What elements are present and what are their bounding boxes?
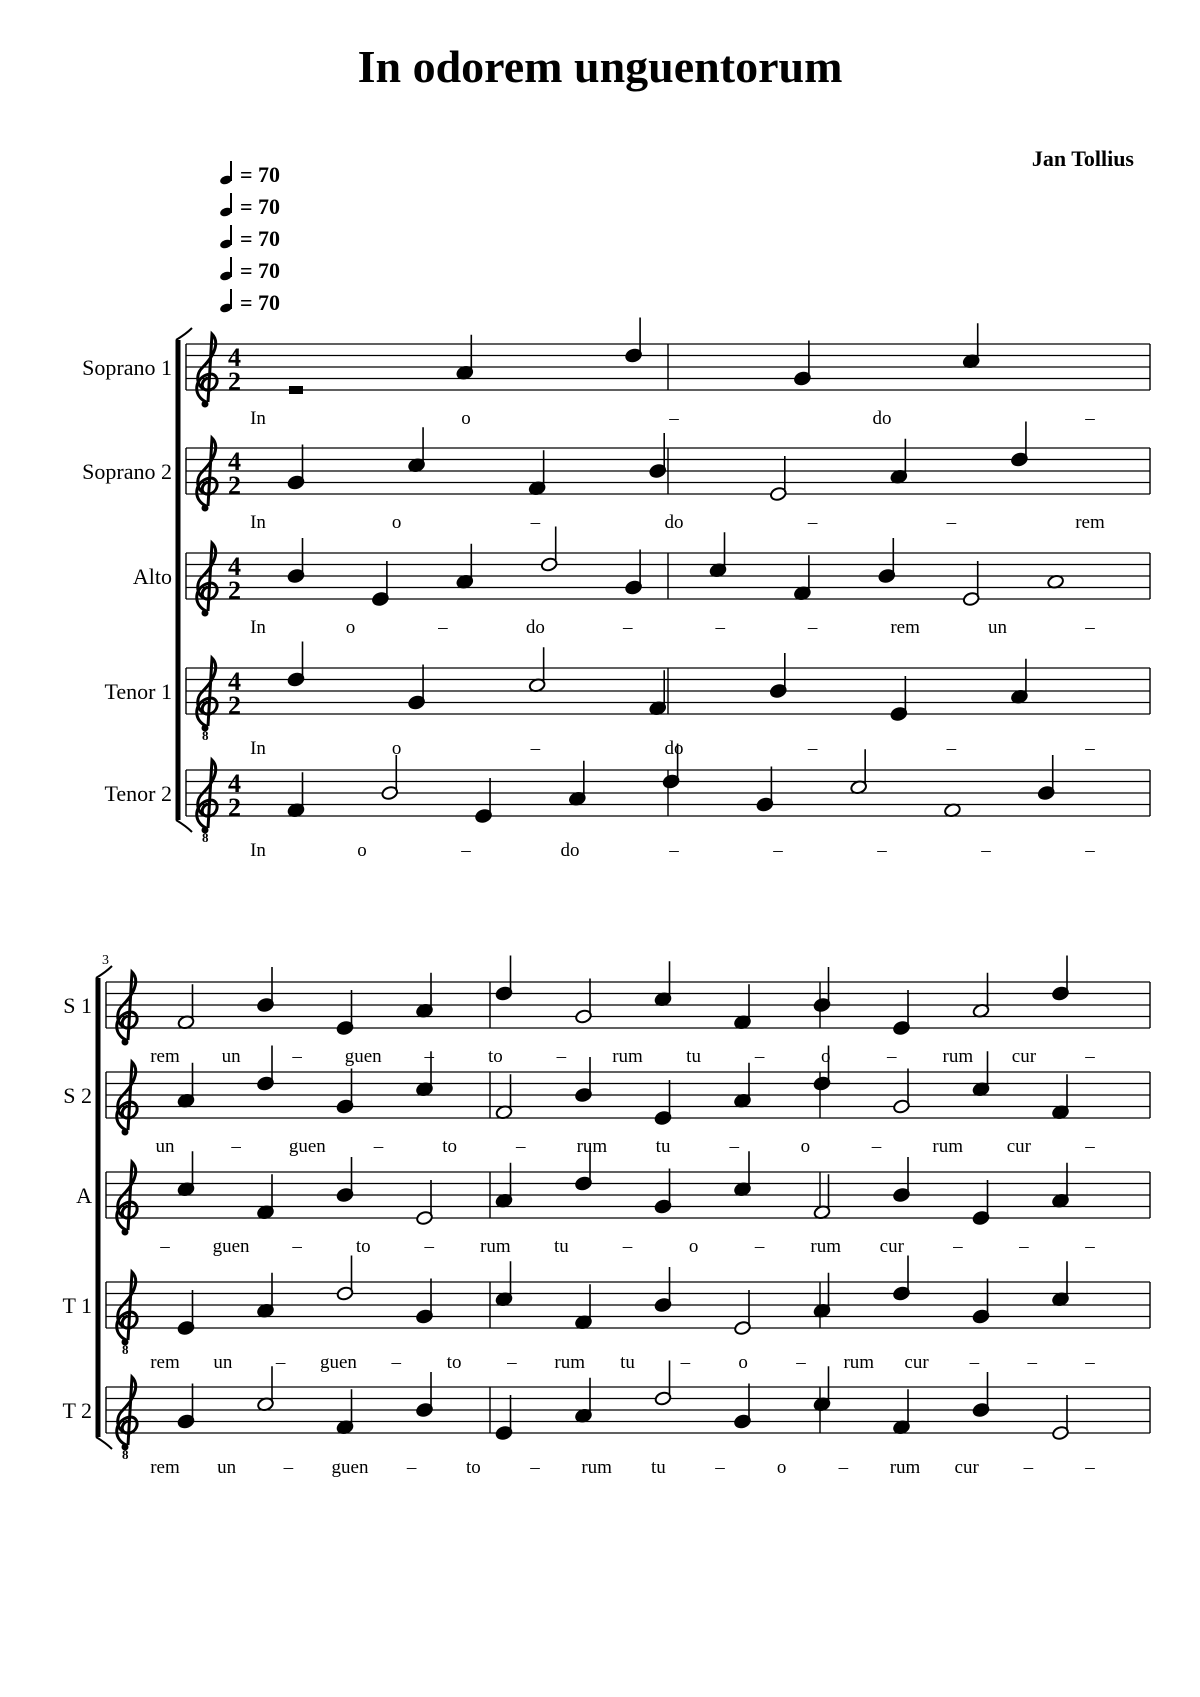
time-signature-denominator: 2 bbox=[228, 471, 241, 500]
system-2 bbox=[62, 953, 1150, 1478]
time-signature-denominator: 2 bbox=[228, 367, 241, 396]
lyric-syllable: un bbox=[988, 617, 1008, 638]
lyric-syllable: – bbox=[715, 1457, 725, 1478]
lyric-syllable: – bbox=[424, 1046, 435, 1067]
lyric-syllable: rum bbox=[554, 1352, 585, 1373]
lyric-syllable: – bbox=[530, 738, 541, 759]
lyric-syllable: o bbox=[820, 1046, 831, 1067]
lyric-syllable: cur bbox=[879, 1236, 904, 1257]
lyric-syllable: guen bbox=[212, 1236, 250, 1257]
lyric-syllable: rem bbox=[890, 617, 920, 638]
octave-eight-mark: 8 bbox=[202, 830, 209, 845]
lyric-syllable: – bbox=[1027, 1352, 1037, 1373]
treble-clef-icon bbox=[202, 610, 209, 617]
octave-eight-mark: 8 bbox=[122, 1342, 129, 1357]
lyric-syllable: – bbox=[838, 1457, 849, 1478]
staff-1-3 bbox=[133, 527, 1150, 639]
tempo-mark: = 70 bbox=[220, 162, 280, 186]
staff-label: Alto bbox=[132, 564, 172, 589]
lyric-syllable: – bbox=[391, 1352, 401, 1373]
lyric-syllable: In bbox=[250, 408, 266, 429]
staff-label: Tenor 2 bbox=[104, 781, 172, 806]
lyric-syllable: – bbox=[669, 408, 679, 429]
measure-number: 3 bbox=[102, 953, 109, 968]
lyric-syllable: tu bbox=[655, 1136, 671, 1157]
lyric-syllable: un bbox=[217, 1457, 237, 1478]
treble-clef-icon bbox=[202, 401, 209, 408]
lyric-syllable: un bbox=[213, 1352, 233, 1373]
lyric-syllable: – bbox=[275, 1352, 286, 1373]
lyric-syllable: cur bbox=[1006, 1136, 1031, 1157]
staff-1-2 bbox=[82, 422, 1150, 534]
lyric-syllable: In bbox=[250, 512, 266, 533]
lyric-syllable: rem bbox=[150, 1352, 180, 1373]
lyric-syllable: – bbox=[556, 1046, 567, 1067]
lyric-syllable: rum bbox=[581, 1457, 612, 1478]
lyric-syllable: – bbox=[877, 840, 887, 861]
treble-clef-icon bbox=[122, 1039, 129, 1046]
lyric-syllable: – bbox=[887, 1046, 897, 1067]
lyric-syllable: rum bbox=[932, 1136, 963, 1157]
lyric-syllable: – bbox=[969, 1352, 980, 1373]
system-bracket-hook bbox=[96, 1437, 112, 1449]
lyric-syllable: to bbox=[465, 1457, 481, 1478]
lyric-syllable: cur bbox=[1011, 1046, 1037, 1067]
lyric-syllable: – bbox=[516, 1136, 526, 1157]
lyric-syllable: – bbox=[406, 1457, 417, 1478]
lyric-syllable: to bbox=[446, 1352, 462, 1373]
lyric-syllable: In bbox=[250, 840, 266, 861]
lyric-syllable: – bbox=[424, 1236, 435, 1257]
treble-clef-icon bbox=[122, 1129, 129, 1136]
composer-name: Jan Tollius bbox=[1031, 146, 1134, 171]
lyric-syllable: – bbox=[796, 1352, 806, 1373]
lyric-syllable: – bbox=[530, 512, 541, 533]
lyric-syllable: cur bbox=[904, 1352, 929, 1373]
lyric-syllable: – bbox=[283, 1457, 294, 1478]
lyric-syllable: – bbox=[773, 840, 783, 861]
lyric-syllable: guen bbox=[288, 1136, 326, 1157]
lyric-syllable: – bbox=[1085, 1352, 1095, 1373]
staff-1-1 bbox=[82, 318, 1150, 430]
lyric-syllable: rum bbox=[889, 1457, 921, 1478]
lyric-syllable: do bbox=[525, 617, 545, 638]
lyric-syllable: cur bbox=[954, 1457, 979, 1478]
lyric-syllable: – bbox=[953, 1236, 963, 1257]
lyric-syllable: – bbox=[623, 617, 633, 638]
lyric-syllable: o bbox=[738, 1352, 748, 1373]
lyric-syllable: rum bbox=[576, 1136, 608, 1157]
lyric-syllable: to bbox=[355, 1236, 371, 1257]
lyric-syllable: – bbox=[622, 1236, 633, 1257]
lyric-syllable: do bbox=[872, 408, 892, 429]
octave-eight-mark: 8 bbox=[202, 728, 209, 743]
lyric-syllable: tu bbox=[620, 1352, 635, 1373]
lyric-syllable: – bbox=[754, 1236, 765, 1257]
lyric-syllable: rum bbox=[810, 1236, 842, 1257]
lyric-syllable: o bbox=[461, 408, 471, 429]
lyric-syllable: o bbox=[800, 1136, 811, 1157]
lyric-syllable: rum bbox=[942, 1046, 974, 1067]
lyric-syllable: In bbox=[250, 738, 266, 759]
system-bracket-hook bbox=[176, 328, 192, 340]
staff-label: T 2 bbox=[62, 1398, 92, 1423]
lyric-syllable: – bbox=[669, 840, 679, 861]
tempo-mark: = 70 bbox=[220, 226, 280, 250]
lyric-syllable: – bbox=[1085, 840, 1095, 861]
system-bracket-hook bbox=[176, 820, 192, 832]
staff-2-3 bbox=[76, 1146, 1150, 1258]
lyric-syllable: o bbox=[391, 512, 402, 533]
lyric-syllable: o bbox=[345, 617, 356, 638]
staff-1-4 bbox=[105, 642, 1151, 760]
lyric-syllable: o bbox=[391, 738, 402, 759]
lyric-syllable: – bbox=[871, 1136, 882, 1157]
treble-clef-icon bbox=[202, 505, 209, 512]
lyric-syllable: – bbox=[438, 617, 448, 638]
lyric-syllable: – bbox=[530, 1457, 540, 1478]
lyric-syllable: rum bbox=[843, 1352, 875, 1373]
time-signature-numerator: 4 bbox=[228, 552, 241, 581]
lyric-syllable: – bbox=[461, 840, 471, 861]
system-1 bbox=[82, 318, 1150, 862]
time-signature-numerator: 4 bbox=[228, 343, 241, 372]
time-signature-numerator: 4 bbox=[228, 447, 241, 476]
lyric-syllable: tu bbox=[686, 1046, 701, 1067]
lyric-syllable: do bbox=[560, 840, 580, 861]
lyric-syllable: – bbox=[1085, 408, 1095, 429]
time-signature-denominator: 2 bbox=[228, 576, 241, 605]
lyric-syllable: – bbox=[1085, 738, 1095, 759]
treble-clef-icon bbox=[122, 1229, 129, 1236]
lyric-syllable: – bbox=[807, 512, 818, 533]
staff-label: S 2 bbox=[63, 1083, 92, 1108]
lyric-syllable: rem bbox=[1075, 512, 1105, 533]
lyric-syllable: – bbox=[231, 1136, 241, 1157]
staff-1-5 bbox=[105, 744, 1151, 862]
lyric-syllable: – bbox=[807, 617, 818, 638]
lyric-syllable: rem bbox=[150, 1457, 180, 1478]
lyric-syllable: – bbox=[729, 1136, 739, 1157]
lyric-syllable: o bbox=[688, 1236, 699, 1257]
lyric-syllable: – bbox=[680, 1352, 691, 1373]
lyric-syllable: – bbox=[1085, 1457, 1095, 1478]
lyric-syllable: – bbox=[1085, 1136, 1095, 1157]
lyric-syllable: – bbox=[507, 1352, 517, 1373]
lyric-syllable: – bbox=[160, 1236, 170, 1257]
lyric-syllable: do bbox=[664, 512, 684, 533]
lyric-syllable: – bbox=[946, 738, 957, 759]
lyric-syllable: – bbox=[1085, 1046, 1095, 1067]
lyric-syllable: – bbox=[292, 1236, 302, 1257]
lyric-syllable: rum bbox=[612, 1046, 643, 1067]
staff-label: A bbox=[76, 1183, 92, 1208]
lyric-syllable: un bbox=[155, 1136, 175, 1157]
tempo-mark: = 70 bbox=[220, 290, 280, 314]
lyric-syllable: guen bbox=[331, 1457, 369, 1478]
staff-label: Soprano 2 bbox=[82, 459, 172, 484]
lyric-syllable: – bbox=[754, 1046, 765, 1067]
lyric-syllable: rum bbox=[480, 1236, 511, 1257]
lyric-syllable: guen bbox=[319, 1352, 357, 1373]
lyric-syllable: un bbox=[221, 1046, 241, 1067]
score-title: In odorem unguentorum bbox=[357, 41, 843, 92]
lyric-syllable: do bbox=[664, 738, 684, 759]
time-signature-denominator: 2 bbox=[228, 793, 241, 822]
staff-label: Tenor 1 bbox=[104, 679, 172, 704]
lyric-syllable: In bbox=[250, 617, 266, 638]
time-signature-denominator: 2 bbox=[228, 691, 241, 720]
lyric-syllable: tu bbox=[650, 1457, 666, 1478]
lyric-syllable: – bbox=[292, 1046, 302, 1067]
lyric-syllable: – bbox=[981, 840, 991, 861]
tempo-mark: = 70 bbox=[220, 258, 280, 282]
lyric-syllable: rem bbox=[150, 1046, 180, 1067]
staff-label: T 1 bbox=[62, 1293, 92, 1318]
lyric-syllable: – bbox=[1019, 1236, 1029, 1257]
staff-label: Soprano 1 bbox=[82, 355, 172, 380]
lyric-syllable: – bbox=[946, 512, 957, 533]
staff-2-5 bbox=[62, 1361, 1150, 1479]
time-signature-numerator: 4 bbox=[228, 769, 241, 798]
lyric-syllable: to bbox=[487, 1046, 503, 1067]
staff-label: S 1 bbox=[63, 993, 92, 1018]
lyric-syllable: – bbox=[1085, 617, 1095, 638]
tempo-mark: = 70 bbox=[220, 194, 280, 218]
time-signature-numerator: 4 bbox=[228, 667, 241, 696]
lyric-syllable: – bbox=[715, 617, 725, 638]
lyric-syllable: guen bbox=[344, 1046, 382, 1067]
lyric-syllable: to bbox=[442, 1136, 458, 1157]
staff-2-4 bbox=[62, 1256, 1150, 1374]
lyric-syllable: – bbox=[1085, 1236, 1095, 1257]
rest-mark bbox=[289, 386, 303, 394]
staff-2-1 bbox=[63, 956, 1150, 1068]
lyric-syllable: o bbox=[776, 1457, 787, 1478]
lyric-syllable: – bbox=[807, 738, 818, 759]
lyric-syllable: – bbox=[1023, 1457, 1034, 1478]
lyric-syllable: – bbox=[373, 1136, 384, 1157]
lyric-syllable: o bbox=[357, 840, 367, 861]
octave-eight-mark: 8 bbox=[122, 1447, 129, 1462]
lyric-syllable: tu bbox=[554, 1236, 569, 1257]
